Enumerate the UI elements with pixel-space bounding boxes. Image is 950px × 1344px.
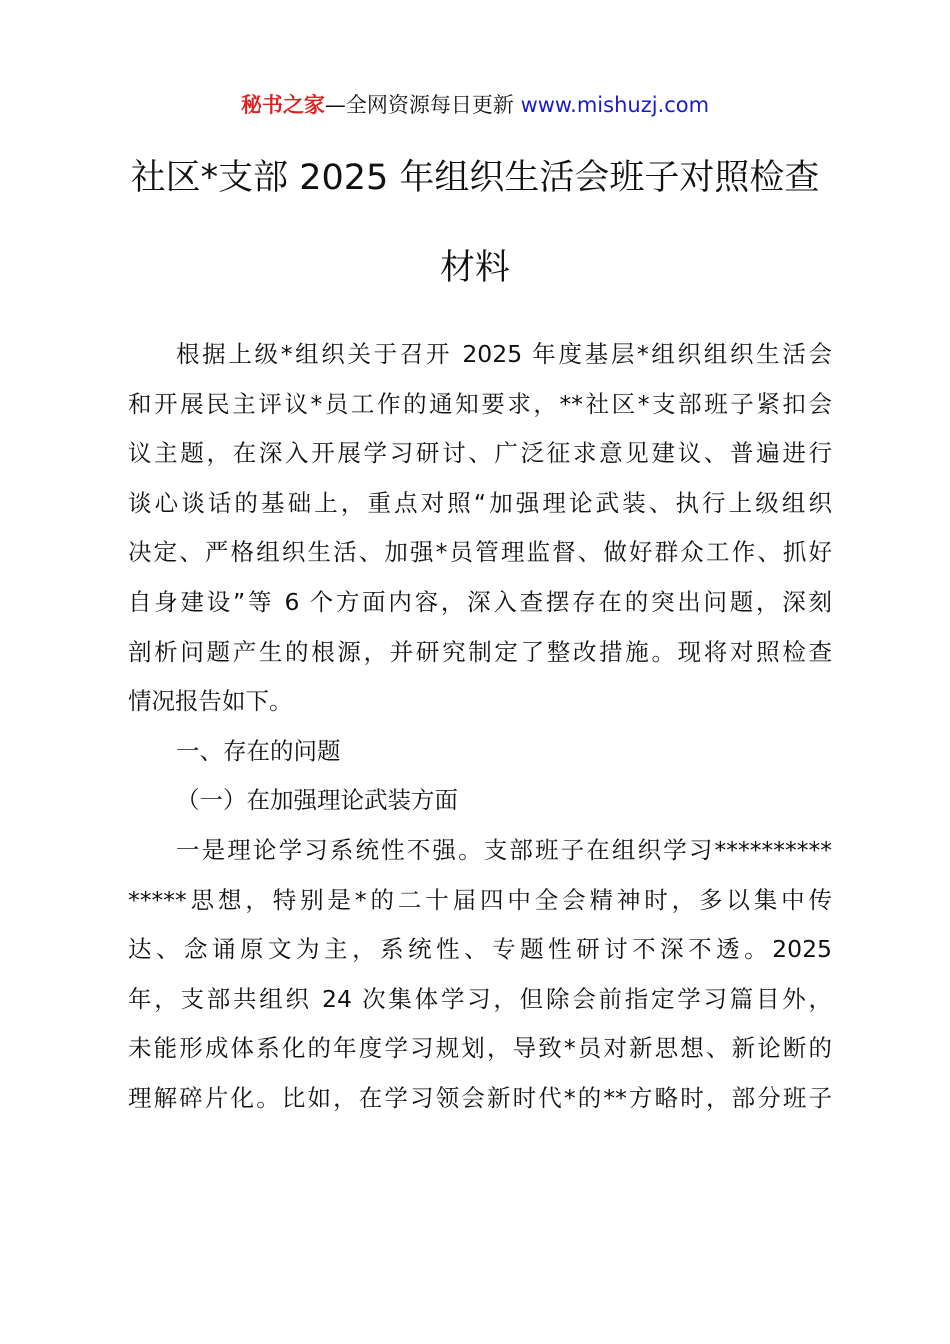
subsection-heading: （一）在加强理论武装方面 <box>176 786 458 815</box>
document-body <box>128 330 832 1124</box>
site-brand: 秘书之家 <box>240 93 325 117</box>
body-line: 根据上级*组织关于召开 2025 年度基层*组织组织生活会 <box>176 340 832 368</box>
body-line: 未能形成体系化的年度学习规划，导致*员对新思想、新论断的 <box>128 1034 832 1063</box>
body-line: 剖析问题产生的根源，并研究制定了整改措施。现将对照检查 <box>128 637 832 666</box>
site-url-link[interactable]: www.mishuzj.com <box>520 93 710 117</box>
body-line: 议主题，在深入开展学习研讨、广泛征求意见建议、普遍进行 <box>128 439 832 468</box>
site-tagline: —全网资源每日更新 <box>324 93 514 117</box>
body-line: 和开展民主评议*员工作的通知要求，**社区*支部班子紧扣会 <box>128 389 832 418</box>
body-line: *****思想，特别是*的二十届四中全会精神时，多以集中传 <box>128 885 832 914</box>
section-heading: 一、存在的问题 <box>176 736 341 765</box>
body-line: 决定、严格组织生活、加强*员管理监督、做好群众工作、抓好 <box>128 538 832 567</box>
body-line: 情况报告如下。 <box>128 687 293 716</box>
title-line-1: 社区*支部 2025 年组织生活会班子对照检查 <box>130 158 820 198</box>
document-title <box>120 153 830 293</box>
title-line-2: 材料 <box>439 248 510 288</box>
body-line: 一是理论学习系统性不强。支部班子在组织学习********** <box>176 835 832 864</box>
body-line: 理解碎片化。比如，在学习领会新时代*的**方略时，部分班子 <box>128 1083 832 1112</box>
body-line: 年，支部共组织 24 次集体学习，但除会前指定学习篇目外， <box>128 984 832 1013</box>
body-line: 谈心谈话的基础上，重点对照“加强理论武装、执行上级组织 <box>128 488 832 517</box>
body-line: 达、念诵原文为主，系统性、专题性研讨不深不透。2025 <box>128 935 832 964</box>
site-header <box>0 88 950 122</box>
body-line: 自身建设”等 6 个方面内容，深入查摆存在的突出问题，深刻 <box>128 587 832 616</box>
